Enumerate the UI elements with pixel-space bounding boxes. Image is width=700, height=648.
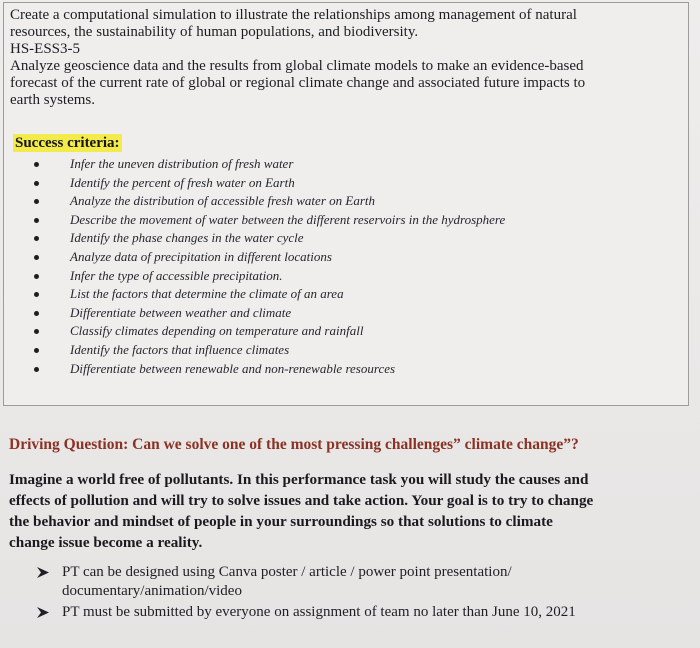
- arrow-bullet-icon: [36, 566, 50, 579]
- requirement-item: [36, 563, 576, 601]
- bullet-icon: [34, 181, 39, 186]
- bullet-icon: [34, 367, 39, 372]
- intro-line: Imagine a world free of pollutants. In this performance task you will study the causes and: [9, 471, 589, 488]
- requirement-line: documentary/animation/video: [62, 583, 242, 599]
- success-criteria-header: Success criteria:: [15, 135, 120, 151]
- standard-description-line: forecast of the current rate of global or regional climate change and associated future impacts to: [10, 75, 586, 91]
- bullet-icon: [34, 292, 39, 297]
- requirement-line: PT can be designed using Canva poster / article / power point presentation/: [62, 564, 512, 580]
- bullet-icon: [34, 236, 39, 241]
- standards-box: Create a computational simulation to illustrate the relationships among management of natural resources, the sustainability of human populations, and biodiversity. HS-ESS3-5 Analyze geoscience data and the results from global climate models to make an evidence-based forecast of the current rate of global or regional climate change and associated future impacts to earth systems. Success criteria: Infer the uneven distribution of fresh water Identify the percent of fresh water on Earth Analyze the distribution of accessible fresh water on Earth Describe the movement of water between the different reservoirs in the hydrosphere Identify the phase changes in the water cycle Analyze data of precipitation in different locations Infer the type of accessible precipitation. List the factors that determine the climate of an area Differentiate between weather and climate Classify climates depending on temperature and rainfall Identify the factors that influence climates Differentiate between renewable and non-renewable resources: [3, 2, 689, 406]
- intro-line: the behavior and mindset of people in your surroundings so that solutions to climate: [9, 513, 553, 530]
- bullet-icon: [34, 255, 39, 260]
- intro-line: change issue become a reality.: [9, 534, 203, 551]
- standard-line: Create a computational simulation to illustrate the relationships among management of natural: [10, 7, 577, 23]
- requirement-line: PT must be submitted by everyone on assignment of team no later than June 10, 2021: [62, 604, 576, 620]
- arrow-bullet-icon: [36, 606, 50, 619]
- standard-code: HS-ESS3-5: [10, 41, 81, 57]
- bullet-icon: [34, 218, 39, 223]
- bullet-icon: [34, 311, 39, 316]
- standard-description-line: earth systems.: [10, 92, 95, 108]
- bullet-icon: [34, 348, 39, 353]
- standard-text: [10, 7, 686, 109]
- bullet-icon: [34, 162, 39, 167]
- bullet-icon: [34, 329, 39, 334]
- driving-question: Driving Question: Can we solve one of the most pressing challenges” climate change”?: [9, 436, 579, 453]
- intro-line: effects of pollution and will try to solve issues and take action. Your goal is to try to change: [9, 492, 594, 509]
- bullet-icon: [34, 199, 39, 204]
- standard-line: resources, the sustainability of human populations, and biodiversity.: [10, 24, 419, 40]
- bullet-icon: [34, 274, 39, 279]
- intro-paragraph: [9, 469, 693, 553]
- requirements-list: [36, 563, 576, 624]
- standard-description-line: Analyze geoscience data and the results from global climate models to make an evidence-based: [10, 58, 584, 74]
- requirement-item: [36, 603, 576, 622]
